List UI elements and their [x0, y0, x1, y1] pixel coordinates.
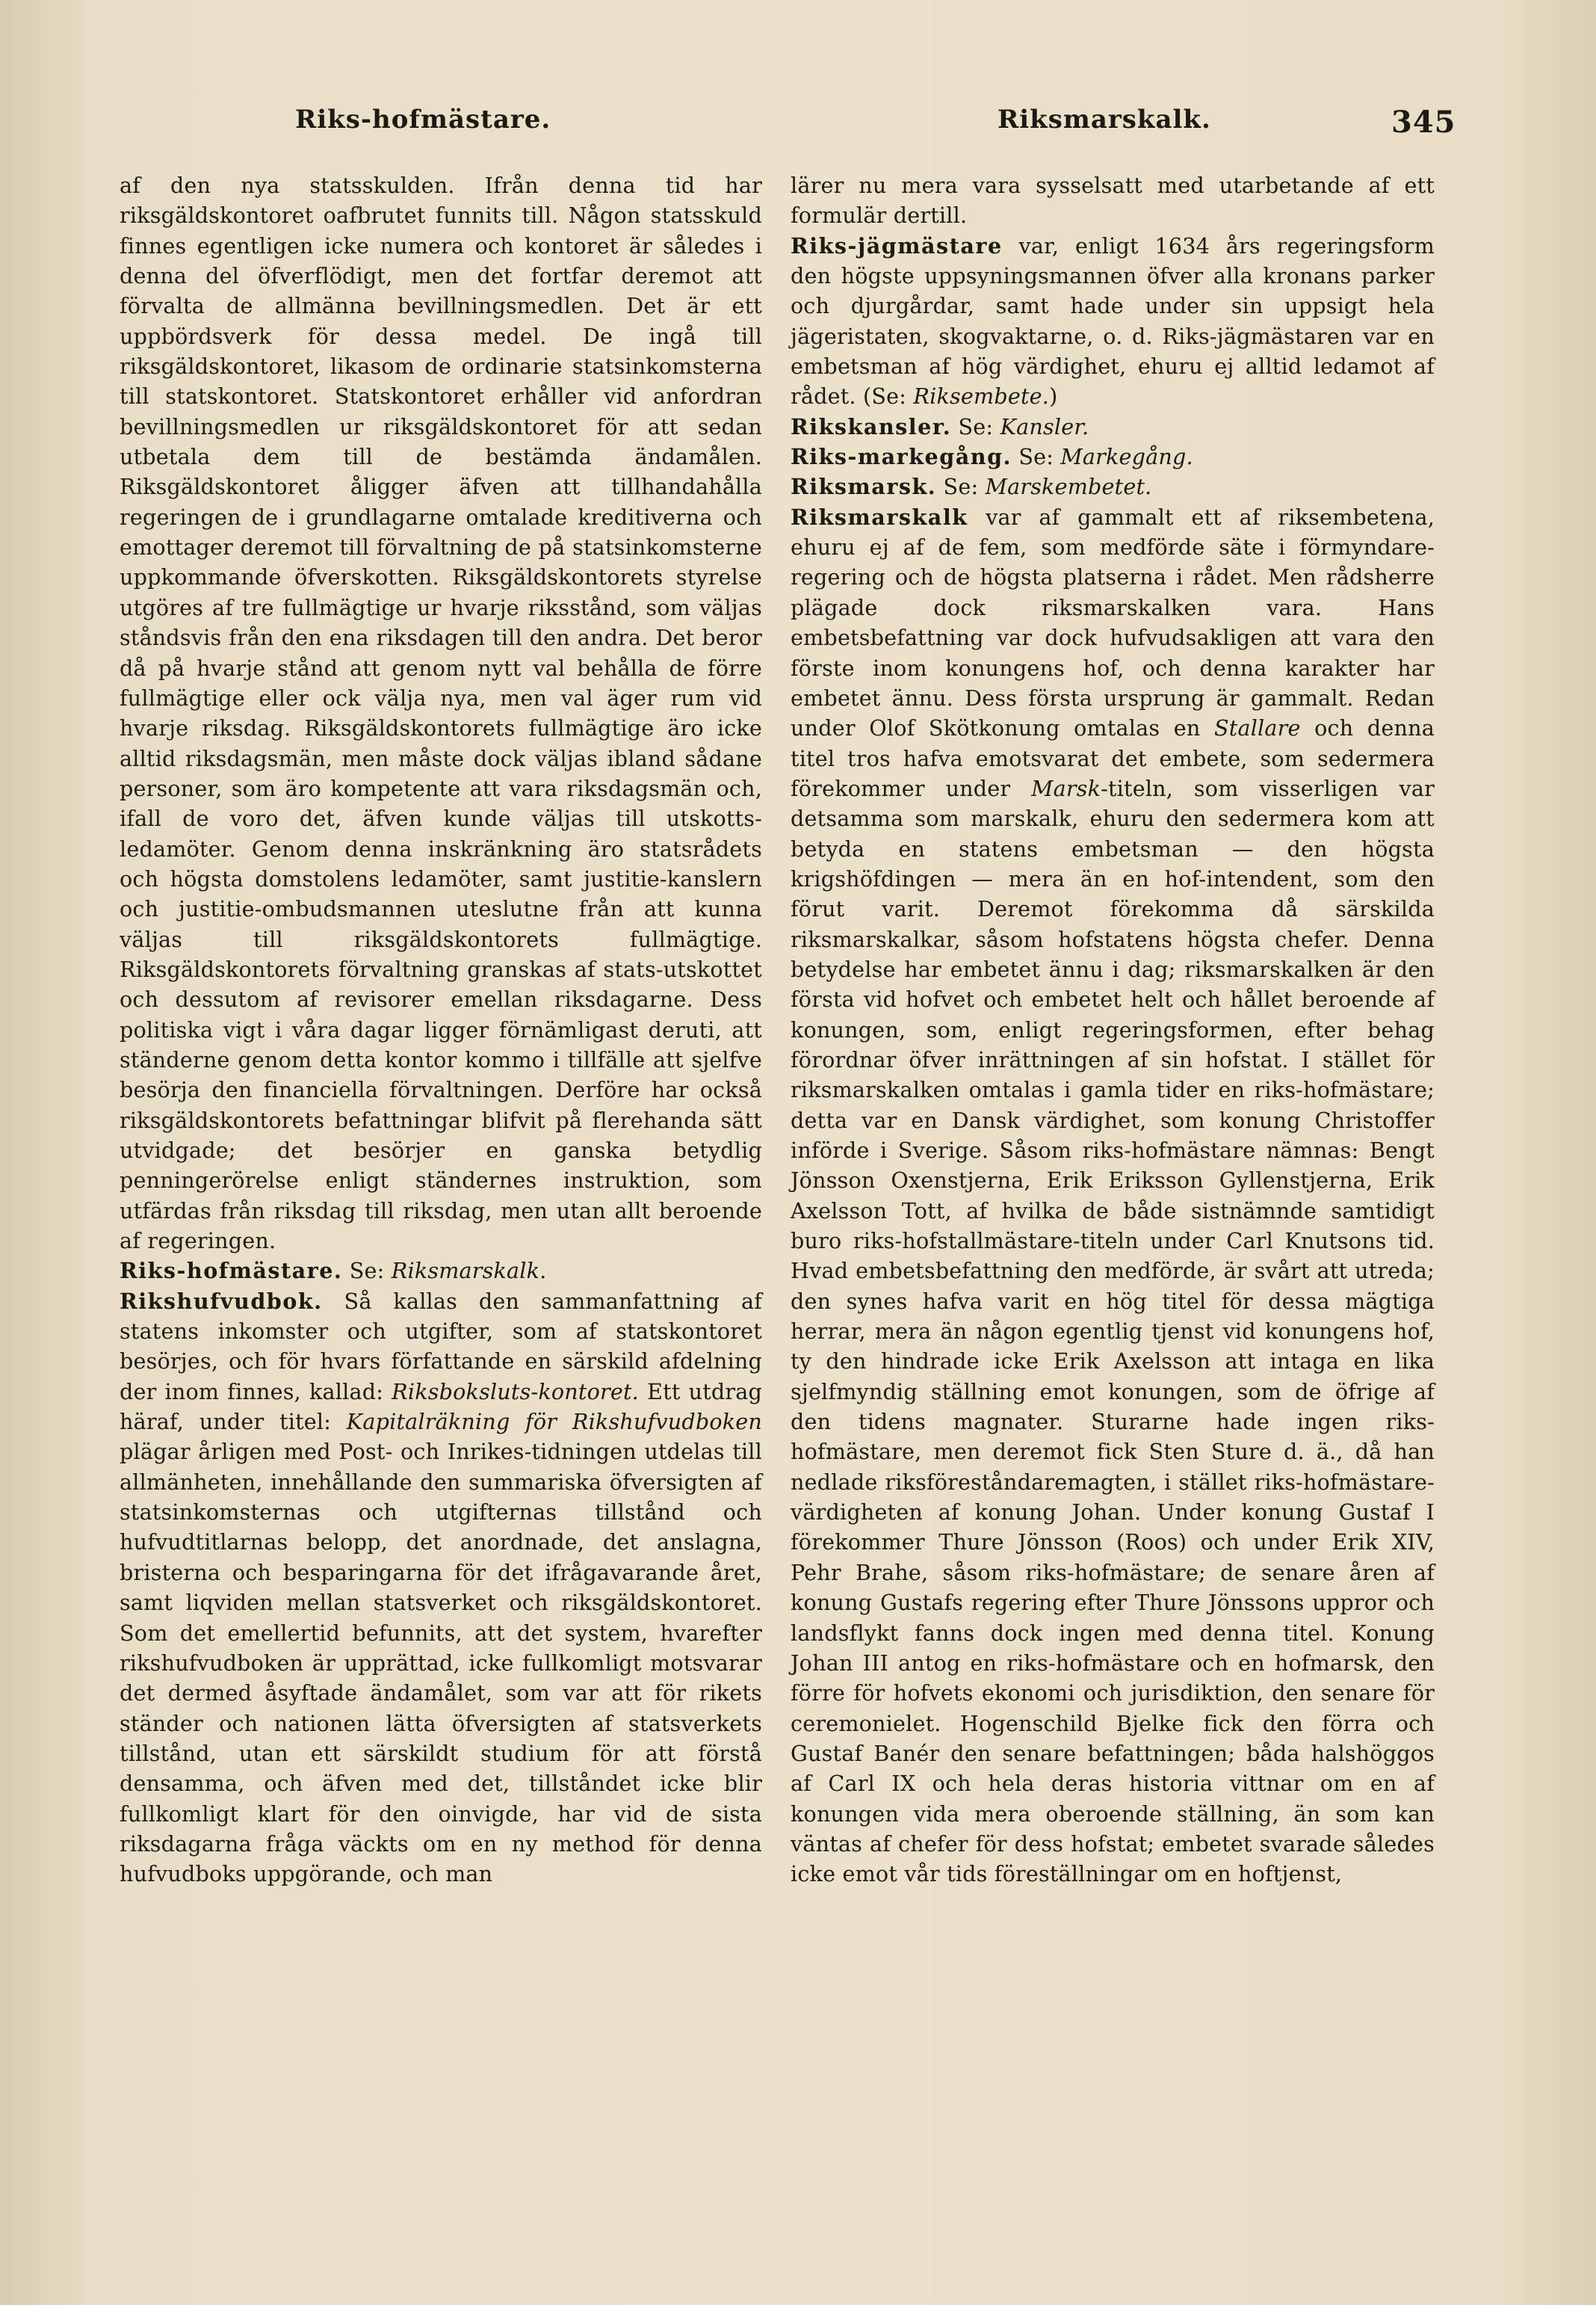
- entry-riks-hofmastare: [120, 1256, 762, 1286]
- right-column: [791, 170, 1435, 1889]
- entry-text: var, enligt 1634 års regeringsform den högste uppsyningsmannen öfver alla kronans parker och djurgårdar, samt hade under sin uppsigt hela jägeristaten, skogvaktarne, o. d. Riks-jägmästaren var en embetsman af hög värdighet, ehuru ej alltid ledamot af rådet. (Se:: [791, 232, 1435, 410]
- see-label: Se:: [349, 1258, 385, 1284]
- right-running-head: Riksmarskalk.: [998, 105, 1211, 135]
- running-header: [0, 105, 1596, 149]
- page-number: 345: [1391, 105, 1456, 140]
- left-column: [120, 170, 762, 1889]
- entry-headword: Rikshufvudbok.: [120, 1288, 323, 1314]
- entry-headword: Riks-hofmästare.: [120, 1258, 343, 1284]
- cross-reference: Riksmarskalk.: [391, 1258, 547, 1284]
- entry-text: -titeln, som visserligen var detsamma som marskalk, ehuru den sedermera kom att betyda en statens embetsman — den högsta krigshöfdingen — mera än en hof-intendent, som den förut varit. Deremot förekomma då särskilda riksmarskalkar, såsom hofstatens högsta chefer. Denna betydelse har embetet ännu i dag; riksmarskalken är den första vid hofvet och embetet helt och hållet beroende af konungen, som, enligt regeringsformen, efter behag förordnar öfver inrättningen af sin hofstat. I stället för riksmarskalken omtalas i gamla tider en riks-hofmästare; detta var en Dansk värdighet, som konung Christoffer införde i Sverige. Såsom riks-hofmästare nämnas: Bengt Jönsson Oxenstjerna, Erik Eriksson Gyllenstjerna, Erik Axelsson Tott, af hvilka de både sistnämnde samtidigt buro riks-hofstallmästare-titeln under Carl Knutsons tid. Hvad embetsbefattning den medförde, är svårt att utreda; den synes hafva varit en hög titel för dessa mägtiga herrar, mera än någon egentlig tjenst vid konungens hof, ty den hindrade icke Erik Axelsson att intaga en lika sjelfmyndig ställning emot konungen, som de öfrige af den tidens magnater. Sturarne hade ingen riks-hofmästare, men deremot fick Sten Sture d. ä., då han nedlade riksföreståndaremagten, i stället riks-hofmästare-värdigheten af konung Johan. Under konung Gustaf I förekommer Thure Jönsson (Roos) och under Erik XIV, Pehr Brahe, såsom riks-hofmästare; de senare åren af konung Gustafs regering efter Thure Jönssons uppror och landsflykt fanns dock ingen med denna titel. Konung Johan III antog en riks-hofmästare och en hofmarsk, den förre för hofvets ekonomi och jurisdiktion, den senare för ceremonielet. Hogenschild Bjelke fick den förra och Gustaf Banér den senare befattningen; båda halshöggos af Carl IX och hela deras historia vittnar om en af konungen vida mera oberoende ställning, än som kan väntas af chefer för dess hofstat; embetet svarade således icke emot vår tids föreställningar om en hoftjenst,: [791, 775, 1435, 1887]
- entry-text: var af gammalt ett af riksembetena, ehuru ej af de fem, som medförde säte i förmyndare-regering och de högsta platserna i rådet. Men rådsherre plägade dock riksmarskalken vara. Hans embetsbefattning var dock hufvudsakligen att vara den förste inom konungens hof, och denna karakter har embetet ännu. Dess första ursprung är gammalt. Redan under Olof Skötkonung omtalas en: [791, 504, 1435, 741]
- entry-riksmarskalk: [791, 502, 1435, 1889]
- entry-text: och denna titel tros hafva emotsvarat det embete, som sedermera förekommer under: [791, 715, 1435, 801]
- entry-headword: Riksmarskalk: [791, 504, 968, 530]
- entry-headword: Rikskansler.: [791, 413, 952, 439]
- entry-text: Så kallas den sammanfattning af statens inkomster och utgifter, som af statskontoret besörjes, och för hvars författande en särskild afdelning der inom finnes, kallad:: [120, 1288, 762, 1404]
- cross-reference: Stallare: [1213, 715, 1301, 741]
- paragraph-riksgaldskontoret: af den nya statsskulden. Ifrån denna tid har riksgäldskontoret oafbrutet funnits till. Någon statsskuld finnes egentligen icke numera och kontoret är således i denna del öfverflödigt, men det fortfar deremot att förvalta de allmänna bevillningsmedlen. Det är ett uppbördsverk för dessa medel. De ingå till riksgäldskontoret, likasom de ordinarie statsinkomsterna till statskontoret. Statskontoret erhåller vid anfordran bevillningsmedlen ur riksgäldskontoret för att sedan utbetala dem till de bestämda ändamålen. Riksgäldskontoret åligger äfven att tillhandahålla regeringen de i grundlagarne omtalade kreditiverna och emottager deremot till förvaltning de på statsinkomsterne uppkommande öfverskotten. Riksgäldskontorets styrelse utgöres af tre fullmägtige ur hvarje riksstånd, som väljas ståndsvis från den ena riksdagen till den andra. Det beror då på hvarje stånd att genom nytt val behålla de förre fullmägtige eller ock välja nya, men val äger rum vid hvarje riksdag. Riksgäldskontorets fullmägtige äro icke alltid riksdagsmän, men måste dock väljas ibland sådane personer, som äro kompetente att vara riksdagsmän och, ifall de voro det, äfven kunde väljas till utskotts-ledamöter. Genom denna inskränkning äro statsrådets och högsta domstolens ledamöter, samt justitie-kanslern och justitie-ombudsmannen uteslutne från att kunna väljas till riksgäldskontorets fullmägtige. Riksgäldskontorets förvaltning granskas af stats-utskottet och dessutom af revisorer emellan riksdagarne. Dess politiska vigt i våra dagar ligger förnämligast deruti, att ständerne genom detta kontor kommo i tillfälle att sjelfve besörja den financiella förvaltningen. Derföre har också riksgäldskontorets befattningar blifvit på flerehanda sätt utvidgade; det besörjer en ganska betydlig penningerörelse enligt ständernes instruktion, som utfärdas från riksdag till riksdag, men utan allt beroende af regeringen.: [120, 173, 762, 1254]
- cross-reference: Riksembete.: [913, 383, 1050, 410]
- see-label: Se:: [943, 474, 979, 500]
- entry-riks-markegang: [791, 442, 1435, 472]
- entry-text: ): [1049, 383, 1058, 410]
- see-label: Se:: [958, 413, 994, 439]
- entry-headword: Riks-markegång.: [791, 444, 1012, 470]
- entry-headword: Riksmarsk.: [791, 474, 937, 500]
- cross-reference: Markegång.: [1060, 444, 1193, 470]
- entry-headword: Riks-jägmästare: [791, 232, 1003, 259]
- cross-reference: Marskembetet.: [985, 474, 1152, 500]
- entry-rikshufvudbok: [120, 1286, 762, 1889]
- cross-reference: Kansler.: [1000, 413, 1089, 439]
- entry-text: plägar årligen med Post- och Inrikes-tidningen utdelas till allmänheten, innehållande den summariska öfversigten af statsinkomsternas och utgifternas tillstånd och hufvudtitlarnas belopp, det anordnade, det anslagna, bristerna och besparingarna för det ifrågavarande året, samt liqviden mellan statsverket och riksgäldskontoret. Som det emellertid befunnits, att det system, hvarefter rikshufvudboken är upprättad, icke fullkomligt motsvarar det dermed åsyftade ändamålet, som var att för rikets ständer och nationen lätta öfversigten af statsverkets tillstånd, utan ett särskildt studium för att förstå densamma, och äfven med det, tillståndet icke blir fullkomligt klart för den oinvigde, har vid de sista riksdagarna fråga väckts om en ny method för denna hufvudboks uppgörande, och man: [120, 1439, 762, 1887]
- see-label: Se:: [1018, 444, 1054, 470]
- cross-reference: Kapitalräkning för Rikshufvudboken: [346, 1409, 762, 1435]
- entry-text: Ett utdrag häraf, under titel:: [120, 1378, 763, 1435]
- left-running-head: Riks-hofmästare.: [295, 105, 551, 135]
- entry-riks-jagmastare: [791, 231, 1435, 412]
- entry-rikskansler: [791, 412, 1435, 442]
- cross-reference: Marsk: [1031, 775, 1101, 801]
- entry-riksmarsk: [791, 472, 1435, 502]
- cross-reference: Riksboksluts-kontoret.: [392, 1378, 639, 1404]
- paragraph-continuation: lärer nu mera vara sysselsatt med utarbetande af ett formulär dertill.: [791, 173, 1435, 229]
